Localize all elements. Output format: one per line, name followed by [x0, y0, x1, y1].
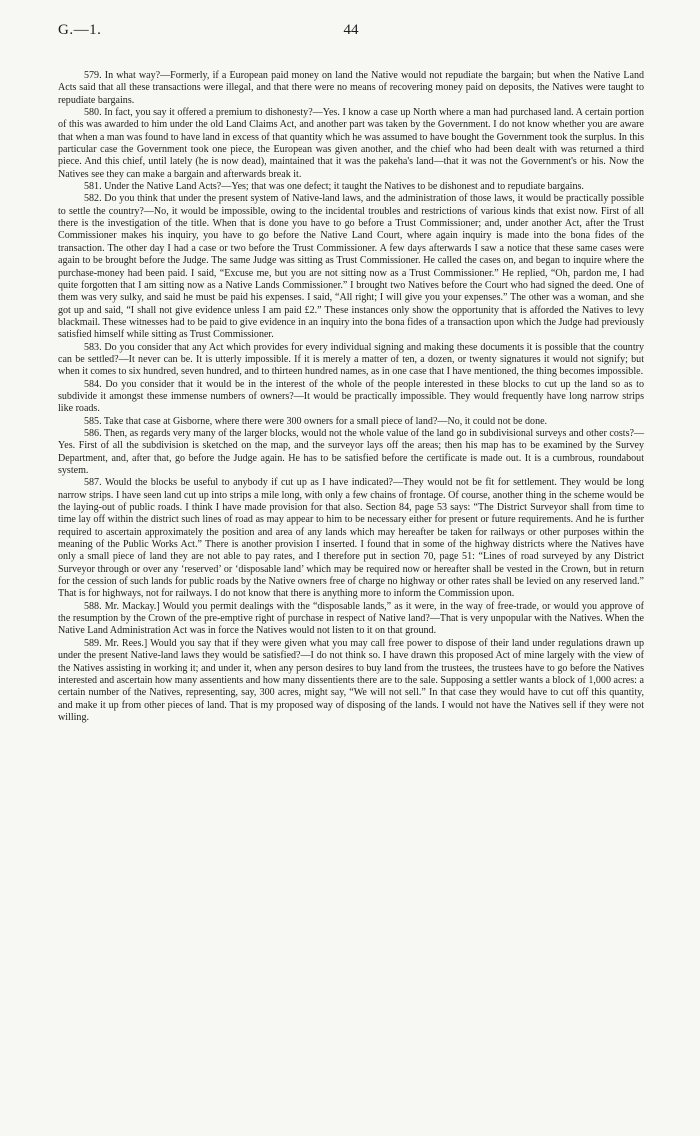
paragraph-588: 588. Mr. Mackay.] Would you permit dealings with the “disposable lands,” as it were, in the way of free-trade, or would you approve of the resumption by the Crown of the pre-emptive right of purchase in respect of Native land?—That is very unpopular with the Natives. When the Native Land Administration Act was in force the Natives would not listen to it on that ground.: [58, 600, 644, 637]
document-reference: G.—1.: [58, 22, 102, 38]
paragraph-584: 584. Do you consider that it would be in the interest of the whole of the people interested in these blocks to cut up the land so as to subdivide it amongst these immense numbers of owners?—It would be practically impossible. They would frequently have long narrow strips like roads.: [58, 378, 644, 415]
paragraph-589: 589. Mr. Rees.] Would you say that if they were given what you may call free power to dispose of their land under regulations drawn up under the present Native-land laws they would be satisfied?—I do not think so. I have drawn this proposed Act of mine largely with the view of the Natives assisting in working it; and under it, when any person desires to buy land from the trustees, the trustees have to go before the Natives interested and ascertain how many assentients and how many dissentients there are to the sale. Supposing a settler wants a block of 1,000 acres: a certain number of the Natives, representing, say, 300 acres, might say, “We will not sell.” In that case they would have to cut off this quantity, and make it up from other pieces of land. That is my proposed way of disposing of the lands. I would not have the Natives sell if they were not willing.: [58, 637, 644, 723]
page-header: [58, 0, 644, 46]
paragraph-582: 582. Do you think that under the present system of Native-land laws, and the administration of those laws, it would be practically possible to settle the country?—No, it would be impossible, owing to the incidental troubles and restrictions of various kinds that exist now. First of all there is the investigation of the title. When that is done you have to go before a Trust Commissioner; and, under another Act, after the Trust Commissioner makes his inquiry, you have to go before the Native Land Court, where again inquiry is made into the bona fides of the transaction. The other day I had a case or two before the Trust Commissioner. A few days afterwards I saw a notice that these same cases were again to be brought before the Judge. The same Judge was sitting as Trust Commissioner. He called the cases on, and began to inquire where the purchase-money had been paid. I said, “Excuse me, but you are not sitting now as a Trust Commissioner.” He replied, “Oh, pardon me, I had quite forgotten that I am sitting now as a Native Lands Commissioner.” I brought two Natives before the Court who had signed the deed. One of them was very sulky, and said he must be paid his expenses. I said, “All right; I will give you your expenses.” The other was a woman, and she got up and said, “I shall not give evidence unless I am paid £2.” These instances only show the opportunity that is afforded the Natives to levy blackmail. These witnesses had to be paid to give evidence in an inquiry into the bona fides of a transaction upon which the Judge had previously satisfied himself while sitting as Trust Commissioner.: [58, 193, 644, 341]
paragraph-585: 585. Take that case at Gisborne, where there were 300 owners for a small piece of land?—No, it could not be done.: [84, 415, 548, 427]
evidence-text: [58, 70, 644, 724]
paragraph-586: 586. Then, as regards very many of the larger blocks, would not the whole value of the land go in subdivisional surveys and other costs?—Yes. First of all the subdivision is sketched on the map, and the surveyor lays off the areas; then his map has to be examined by the Survey Department, and, after that, go before the Judge again. He has to be satisfied before the certificate is made out. It is a cumbrous, roundabout system.: [58, 427, 644, 476]
paragraph-580: 580. In fact, you say it offered a premium to dishonesty?—Yes. I know a case up North where a man had purchased land. A certain portion of this was awarded to him under the old Land Claims Act, and another part was taken by the Government. I do not know whether you are aware that when a man was found to have land in excess of that quantity which he was assumed to have bought the Government took the surplus. In this particular case the Government took one piece, the European was given another, and the chief who had been dealt with was returned a third piece. And this chief, until lately (he is now dead), maintained that it was the pakeha's land—that it was not the Government's or his. Now the Natives see they can make a bargain and afterwards break it.: [58, 107, 644, 180]
paragraph-587: 587. Would the blocks be useful to anybody if cut up as I have indicated?—They would not be fit for settlement. They would be long narrow strips. I have seen land cut up into strips a mile long, with only a few chains of frontage. Of course, another thing in the scheme would be the laying-out of public roads. I think I have made provision for that also. Section 84, page 53 says: “The District Surveyor shall from time to time lay off within the district such lines of road as may appear to him to be necessary either for present or future requirements. And he is further required to ascertain approximately the position and area of any lands which may hereafter be taken for railways or other purposes within the meaning of the Public Works Act.” There is another provision I inserted. I found that in some of the highway districts where the Natives have only a small piece of land they are not able to pay rates, and I therefore put in section 70, page 51: “Lines of road surveyed by any District Surveyor through or over any ‘reserved’ or ‘disposable land’ which may be required now or hereafter shall be vested in the Crown, but in return for the cession of such lands for public roads by the Native owners free of charge no highway or other rates shall be levied on any reserved land.” That is for highways, not for railways. I do not know that there is anything more to inform the Commission upon.: [58, 477, 644, 600]
paragraph-581: 581. Under the Native Land Acts?—Yes; that was one defect; it taught the Natives to be dishonest and to repudiate bargains.: [84, 181, 584, 193]
paragraph-583: 583. Do you consider that any Act which provides for every individual signing and making these documents it is possible that the country can be settled?—It never can be. It is utterly impossible. If it is merely a matter of ten, a dozen, or twenty signatures it would not signify; but when it comes to six hundred, seven hundred, and to thirteen hundred names, as in one case that I have mentioned, the thing becomes impossible.: [58, 341, 644, 378]
page-number: 44: [343, 22, 359, 38]
paragraph-579: 579. In what way?—Formerly, if a European paid money on land the Native would not repudiate the bargain; but when the Native Land Acts said that all these transactions were illegal, and that there were no means of recovering money paid on deposits, the Natives were taught to repudiate bargains.: [58, 70, 644, 106]
